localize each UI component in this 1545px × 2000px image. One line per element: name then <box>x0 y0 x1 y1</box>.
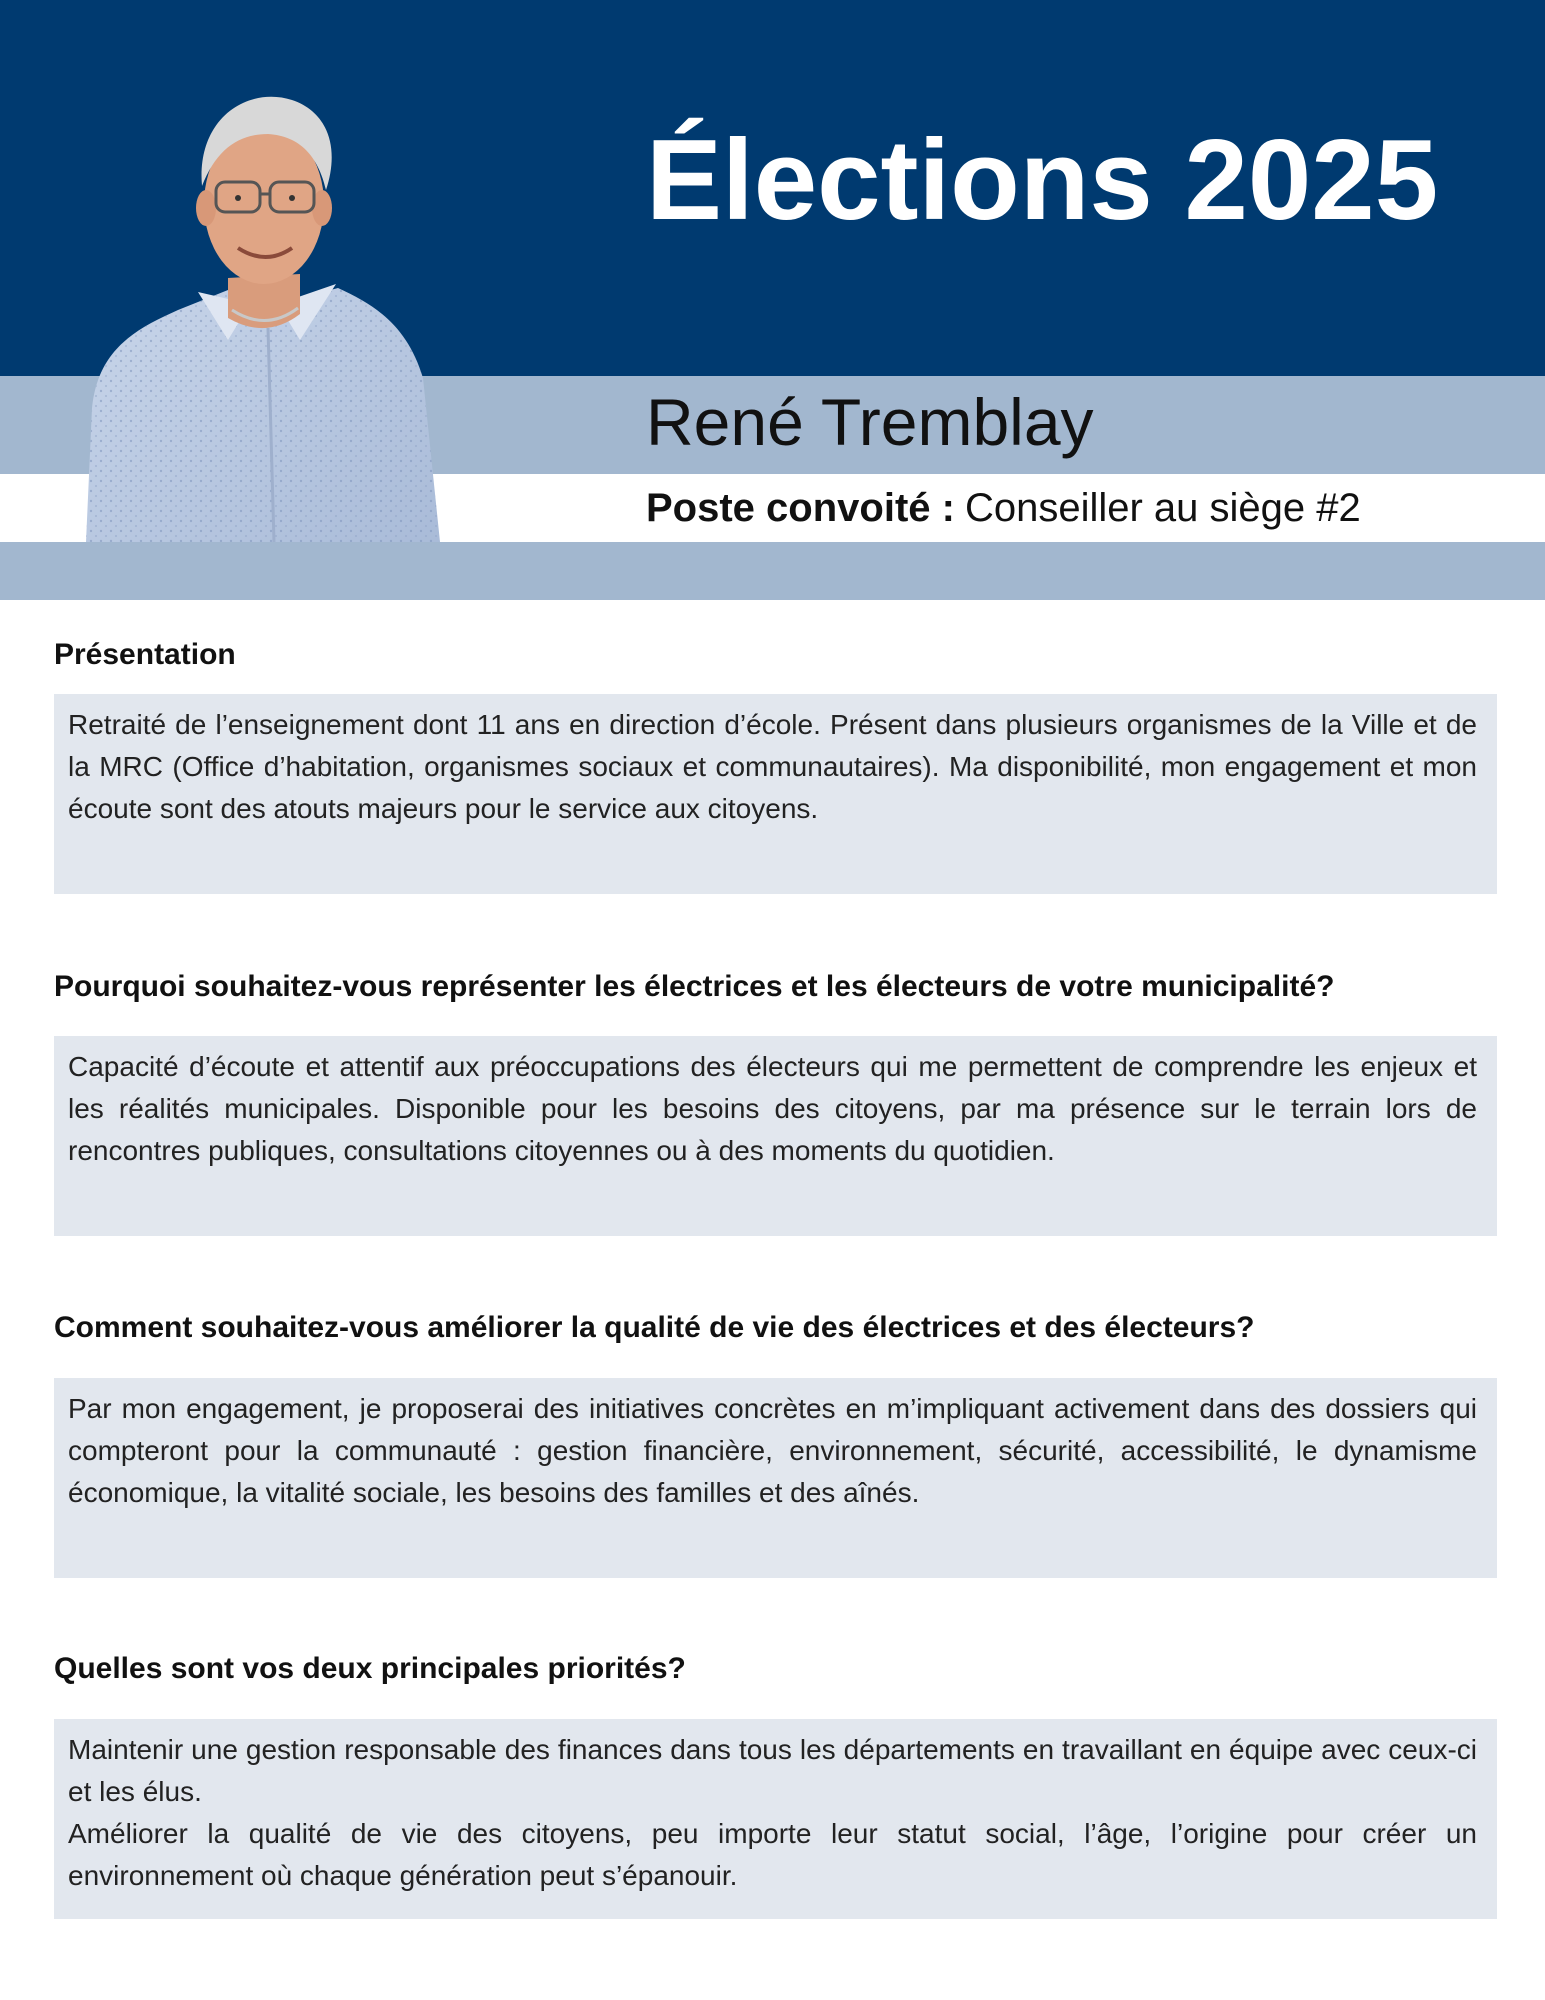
post-label: Poste convoité : <box>646 486 955 530</box>
section-title-priorities: Quelles sont vos deux principales priorités? <box>54 1652 686 1685</box>
section-box-presentation <box>54 694 1497 894</box>
section-box-quality-of-life <box>54 1378 1497 1578</box>
section-text: Capacité d’écoute et attentif aux préoccupations des électeurs qui me permettent de comprendre les enjeux et les réalités municipales. Disponible pour les besoins des citoyens, par ma présence sur le terrain lors de rencontres publiques, consultations citoyennes ou à des moments du quotidien. <box>68 1051 1477 1166</box>
priority-item: Maintenir une gestion responsable des finances dans tous les départements en travaillant en équipe avec ceux-ci et les élus. <box>68 1734 1477 1807</box>
page-title: Élections 2025 <box>646 117 1439 244</box>
post-line <box>646 484 1361 532</box>
section-text: Retraité de l’enseignement dont 11 ans en direction d’école. Présent dans plusieurs organismes de la Ville et de la MRC (Office d’habitation, organismes sociaux et communautaires). Ma disponibilité, mon engagement et mon écoute sont des atouts majeurs pour le service aux citoyens. <box>68 709 1477 824</box>
priority-item: Améliorer la qualité de vie des citoyens, peu importe leur statut social, l’âge, l’origine pour créer un environnement où chaque génération peut s’épanouir. <box>68 1818 1477 1891</box>
candidate-name: René Tremblay <box>646 385 1094 459</box>
section-title-presentation: Présentation <box>54 638 236 671</box>
section-box-why-represent <box>54 1036 1497 1236</box>
post-value: Conseiller au siège #2 <box>964 486 1361 530</box>
header-bottom-band <box>0 542 1545 600</box>
section-title-quality-of-life: Comment souhaitez-vous améliorer la qualité de vie des électrices et des électeurs? <box>54 1311 1255 1344</box>
candidate-photo <box>78 78 470 542</box>
section-box-priorities <box>54 1719 1497 1919</box>
section-title-why-represent: Pourquoi souhaitez-vous représenter les électrices et les électeurs de votre municipalité? <box>54 970 1335 1003</box>
section-text: Par mon engagement, je proposerai des initiatives concrètes en m’impliquant activement dans des dossiers qui compteront pour la communauté : gestion financière, environnement, sécurité, accessibilité, le dynamisme économique, la vitalité sociale, les besoins des familles et des aînés. <box>68 1393 1477 1508</box>
